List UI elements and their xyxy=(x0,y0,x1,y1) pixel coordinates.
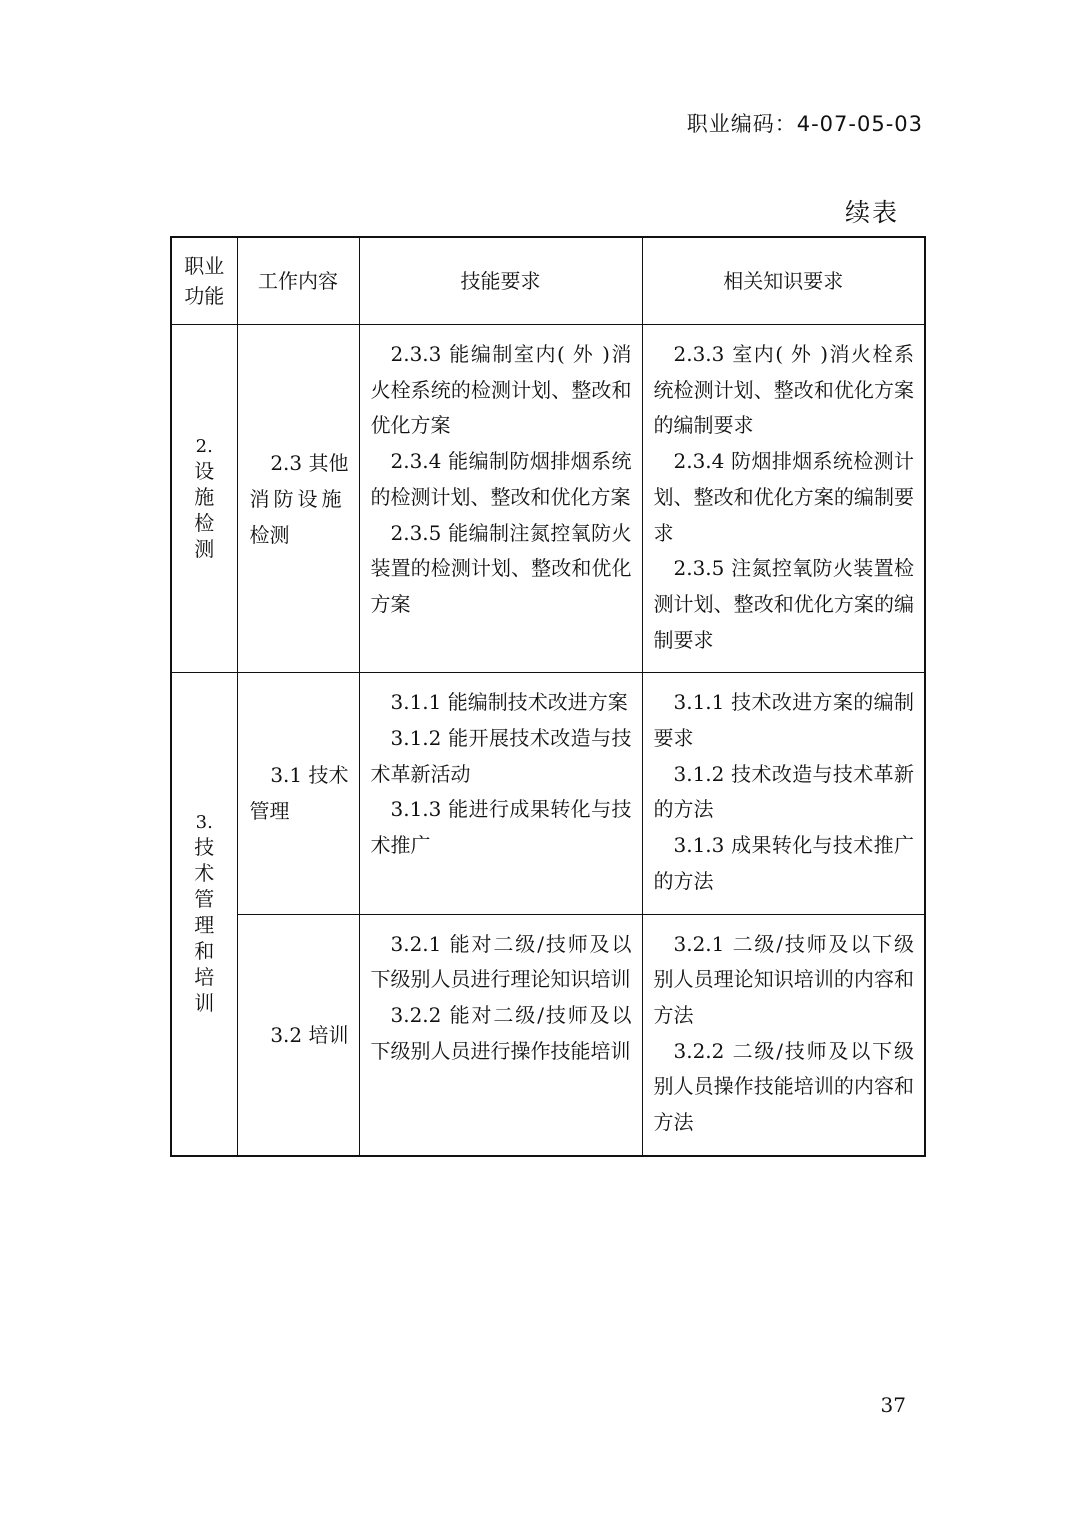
knowledge-cell: 3.1.1 技术改进方案的编制要求 3.1.2 技术改造与技术革新的方法 3.1.3 成果转化与技术推广的方法 xyxy=(642,673,925,914)
header-work-content: 工作内容 xyxy=(237,237,359,325)
skill-cell: 2.3.3 能编制室内( 外 )消火栓系统的检测计划、整改和优化方案 2.3.4 能编制防烟排烟系统的检测计划、整改和优化方案 2.3.5 能编制注氮控氧防火装置的检测计划、整改和优化方案 xyxy=(359,325,642,673)
table-row xyxy=(171,673,925,914)
header-knowledge-requirements: 相关知识要求 xyxy=(642,237,925,325)
header-function: 职业 功能 xyxy=(171,237,237,325)
function-cell: 3. 技 术 管 理 和 培 训 xyxy=(171,673,237,1156)
occupation-code: 职业编码：4-07-05-03 xyxy=(686,112,923,136)
work-content-cell: 2.3 其他 消防设施 检测 xyxy=(237,325,359,673)
work-content-cell: 3.1 技术 管理 xyxy=(237,673,359,914)
knowledge-cell: 3.2.1 二级/技师及以下级别人员理论知识培训的内容和方法 3.2.2 二级/技师及以下级别人员操作技能培训的内容和方法 xyxy=(642,914,925,1156)
table-header-row xyxy=(171,237,925,325)
knowledge-cell: 2.3.3 室内( 外 )消火栓系统检测计划、整改和优化方案的编制要求 2.3.4 防烟排烟系统检测计划、整改和优化方案的编制要求 2.3.5 注氮控氧防火装置检测计划、整改和优化方案的编制要求 xyxy=(642,325,925,673)
page-number: 37 xyxy=(880,1393,906,1417)
function-cell: 2. 设 施 检 测 xyxy=(171,325,237,673)
header-skill-requirements: 技能要求 xyxy=(359,237,642,325)
continued-label: 续表 xyxy=(844,198,899,227)
table-row xyxy=(171,914,925,1156)
skill-cell: 3.2.1 能对二级/技师及以下级别人员进行理论知识培训 3.2.2 能对二级/技师及以下级别人员进行操作技能培训 xyxy=(359,914,642,1156)
work-content-cell: 3.2 培训 xyxy=(237,914,359,1156)
skill-cell: 3.1.1 能编制技术改进方案 3.1.2 能开展技术改造与技术革新活动 3.1.3 能进行成果转化与技术推广 xyxy=(359,673,642,914)
standards-table xyxy=(170,236,926,1157)
table-row xyxy=(171,325,925,673)
